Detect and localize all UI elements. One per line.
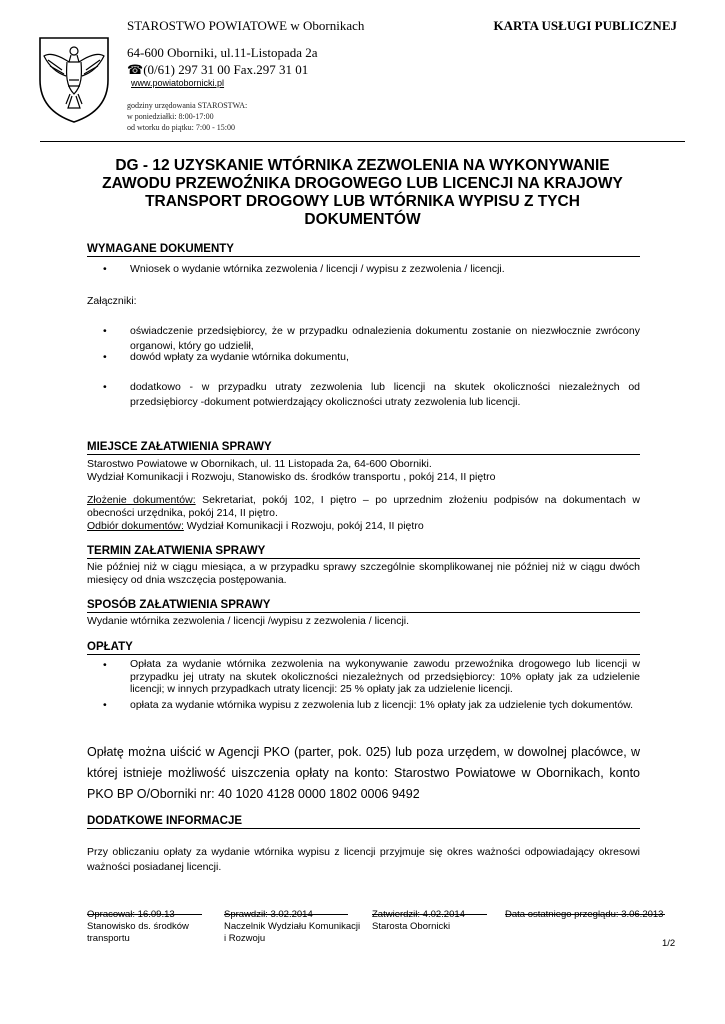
title-line-2: ZAWODU PRZEWOŹNIKA DROGOWEGO LUB LICENCJI NA KRAJOWY bbox=[102, 175, 623, 192]
section-heading-additional: DODATKOWE INFORMACJE bbox=[87, 815, 640, 829]
hours-title: godziny urzędowania STAROSTWA: bbox=[127, 101, 248, 110]
coat-of-arms-logo bbox=[36, 34, 112, 124]
submission-info bbox=[87, 494, 640, 520]
section-heading-method: SPOSÓB ZAŁATWIENIA SPRAWY bbox=[87, 599, 640, 613]
office-name: STAROSTWO POWIATOWE w Obornikach bbox=[127, 18, 365, 33]
office-hours bbox=[127, 100, 247, 133]
website-link[interactable]: www.powiatobornicki.pl bbox=[131, 78, 225, 88]
header-divider bbox=[40, 141, 685, 142]
document-type: KARTA USŁUGI PUBLICZNEJ bbox=[493, 18, 677, 33]
section-heading-deadline: TERMIN ZAŁATWIENIA SPRAWY bbox=[87, 545, 640, 559]
prepared-date: Opracował: 16.09.13 bbox=[87, 909, 175, 920]
review-date: Data ostatniego przeglądu: 3.06.2013 bbox=[505, 909, 664, 920]
payment-info: Opłatę można uiścić w Agencji PKO (parter, pok. 025) lub poza urzędem, w dowolnej placówce, w której istnieje możliwość uiszczenia opłaty na konto: Starostwo Powiatowe w Obornikach, konto PKO BP O/Oborniki nr: 40 1020 4128 0000 1802 0006 9492 bbox=[87, 745, 640, 801]
attachment-item-3: dodatkowo - w przypadku utraty zezwolenia lub licencji na skutek okoliczności niezależnych od przedsiębiorcy -dokument potwierdzający okoliczności utraty zezwolenia lub licencji. bbox=[130, 381, 640, 408]
attachments-label: Załączniki: bbox=[87, 295, 137, 307]
footer-approved bbox=[372, 909, 502, 933]
approved-by: Starosta Obornicki bbox=[372, 921, 451, 932]
phone-icon: ☎ bbox=[127, 62, 144, 77]
place-line-1: Starostwo Powiatowe w Obornikach, ul. 11 Listopada 2a, 64-600 Oborniki. bbox=[87, 458, 432, 470]
bullet-icon: • bbox=[103, 351, 107, 363]
section-heading-fees: OPŁATY bbox=[87, 641, 640, 655]
method-text: Wydanie wtórnika zezwolenia / licencji /wypisu z zezwolenia / licencji. bbox=[87, 615, 410, 627]
fee-item-2: opłata za wydanie wtórnika wypisu z zezwolenia lub z licencji: 1% opłaty jak za udzielenie tych dokumentów. bbox=[130, 699, 634, 711]
attachment-item-2: dowód wpłaty za wydanie wtórnika dokumentu, bbox=[130, 351, 349, 363]
required-item: Wniosek o wydanie wtórnika zezwolenia / licencji / wypisu z zezwolenia / licencji. bbox=[130, 263, 505, 275]
pickup-info bbox=[87, 520, 640, 533]
page-number: 1/2 bbox=[662, 938, 676, 949]
bullet-icon: • bbox=[103, 381, 107, 393]
bullet-icon: • bbox=[103, 659, 107, 671]
checked-date: Sprawdził: 3.02.2014 bbox=[224, 909, 313, 920]
footer-prepared bbox=[87, 909, 217, 945]
prepared-by: Stanowisko ds. środków transportu bbox=[87, 921, 189, 944]
hours-monday: w poniedziałki: 8:00-17:00 bbox=[127, 112, 214, 121]
title-line-1: DG - 12 UZYSKANIE WTÓRNIKA ZEZWOLENIA NA WYKONYWANIE bbox=[115, 157, 610, 174]
title-line-4: DOKUMENTÓW bbox=[304, 211, 421, 228]
fee-item-1: Opłata za wydanie wtórnika zezwolenia na wykonywanie zawodu przewoźnika drogowego lub licencji w przypadku jej utraty na skutek okoliczności niezależnych od przedsiębiorcy: 10% opłaty jak za udzielenie licencji; w innych przypadkach utraty licencji: 25 % opłaty jak za udzielenie licencji. bbox=[130, 658, 640, 695]
attachment-item-1: oświadczenie przedsiębiorcy, że w przypadku odnalezienia dokumentu zostanie on niezwłocznie zwrócony organowi, który go udzielił, bbox=[130, 325, 640, 352]
bullet-icon: • bbox=[103, 263, 107, 275]
office-phone-line bbox=[127, 62, 308, 78]
place-line-2: Wydział Komunikacji i Rozwoju, Stanowisko ds. środków transportu , pokój 214, II piętro bbox=[87, 471, 496, 483]
submission-text: Sekretariat, pokój 102, I piętro – po uprzednim złożeniu podpisów na dokumentach w obecności urzędnika, pokój 214, II piętro. bbox=[87, 494, 640, 519]
pickup-text: Wydział Komunikacji i Rozwoju, pokój 214, II piętro bbox=[183, 520, 424, 532]
pickup-label: Odbiór dokumentów: bbox=[87, 520, 184, 532]
deadline-text: Nie później niż w ciągu miesiąca, a w przypadku sprawy szczególnie skomplikowanej nie później niż w ciągu dwóch miesięcy od dnia wszczęcia postępowania. bbox=[87, 561, 640, 586]
approved-date: Zatwierdził: 4.02.2014 bbox=[372, 909, 465, 920]
additional-text: Przy obliczaniu opłaty za wydanie wtórnika wypisu z licencji przyjmuje się okres ważności odpowiadający okresowi ważności posiadanej licencji. bbox=[87, 846, 640, 873]
office-phone: (0/61) 297 31 00 Fax.297 31 01 bbox=[143, 62, 309, 77]
document-title bbox=[70, 157, 655, 229]
bullet-icon: • bbox=[103, 699, 107, 711]
footer-checked bbox=[224, 909, 364, 945]
footer-review bbox=[505, 909, 675, 921]
section-heading-place: MIEJSCE ZAŁATWIENIA SPRAWY bbox=[87, 441, 640, 455]
section-heading-required: WYMAGANE DOKUMENTY bbox=[87, 243, 640, 257]
checked-by: Naczelnik Wydziału Komunikacji i Rozwoju bbox=[224, 921, 361, 944]
place-details bbox=[87, 458, 640, 484]
bullet-icon: • bbox=[103, 325, 107, 337]
submission-label: Złożenie dokumentów: bbox=[87, 494, 196, 506]
title-line-3: TRANSPORT DROGOWY LUB WTÓRNIKA WYPISU Z TYCH bbox=[145, 193, 580, 210]
hours-tue-fri: od wtorku do piątku: 7:00 - 15:00 bbox=[127, 123, 235, 132]
office-address: 64-600 Oborniki, ul.11-Listopada 2a bbox=[127, 45, 318, 60]
